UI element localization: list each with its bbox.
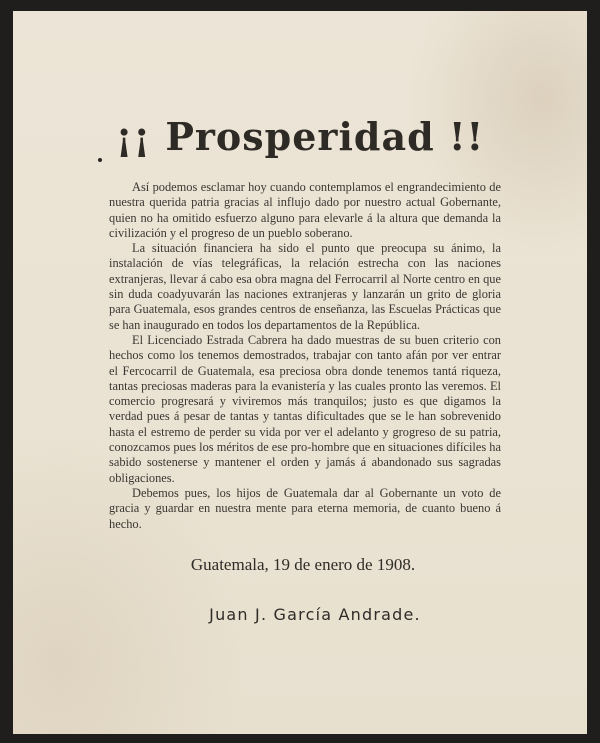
paragraph-1: Así podemos esclamar hoy cuando contemplamos el engrandecimiento de nuestra querida patria gracias al influjo dado por nuestro actual Gobernante, quien no ha omitido esfuerzo alguno para elevarle á la altura que demanda la civilización y el progreso de un pueblo soberano. — [109, 180, 501, 240]
paragraph-4: Debemos pues, los hijos de Guatemala dar al Gobernante un voto de gracia y guardar en nuestra mente para eterna memoria, de cuanto bueno á hecho. — [109, 485, 501, 531]
document-body — [109, 180, 501, 532]
paragraph-3: El Licenciado Estrada Cabrera ha dado muestras de su buen criterio con hechos como los tenemos demostrados, trabajar con tanto afán por ver entrar el Fercocarril de Guatemala, esa preciosa obra donde tenemos tantá riqueza, tantas preciosas maderas para la evanistería y las cuales pronto las veremos. El comercio progresará y viviremos más tranquilos; justo es que digamos la verdad pues á pesar de tantas y tantas dificultades que se le han sobrevenido hasta el estremo de perder su vida por ver el adelanto y grogreso de su patria, conozcamos pues los méritos de ese pro-hombre que en situaciones difíciles ha sabido sostenerse y mantener el orden y jamás á abandonado sus sagradas obligaciones. — [109, 332, 501, 485]
paragraph-2: La situación financiera ha sido el punto que preocupa su ánimo, la instalación de vías telegráficas, la relación estrecha con las naciones extranjeras, llevar á cabo esa obra magna del Ferrocarril al Norte centro en que sin duda coadyuvarán las naciones extranjeras y lanzarán un grito de gloria para Guatemala, esos grandes centros de enseñanza, las Escuelas Prácticas que se han inaugurado en todos los departamentos de la República. — [109, 241, 501, 332]
signature: Juan J. García Andrade. — [209, 605, 421, 624]
document-page — [13, 11, 587, 734]
document-title: ¡¡ Prosperidad !! — [115, 114, 485, 159]
date-line: Guatemala, 19 de enero de 1908. — [190, 555, 416, 574]
